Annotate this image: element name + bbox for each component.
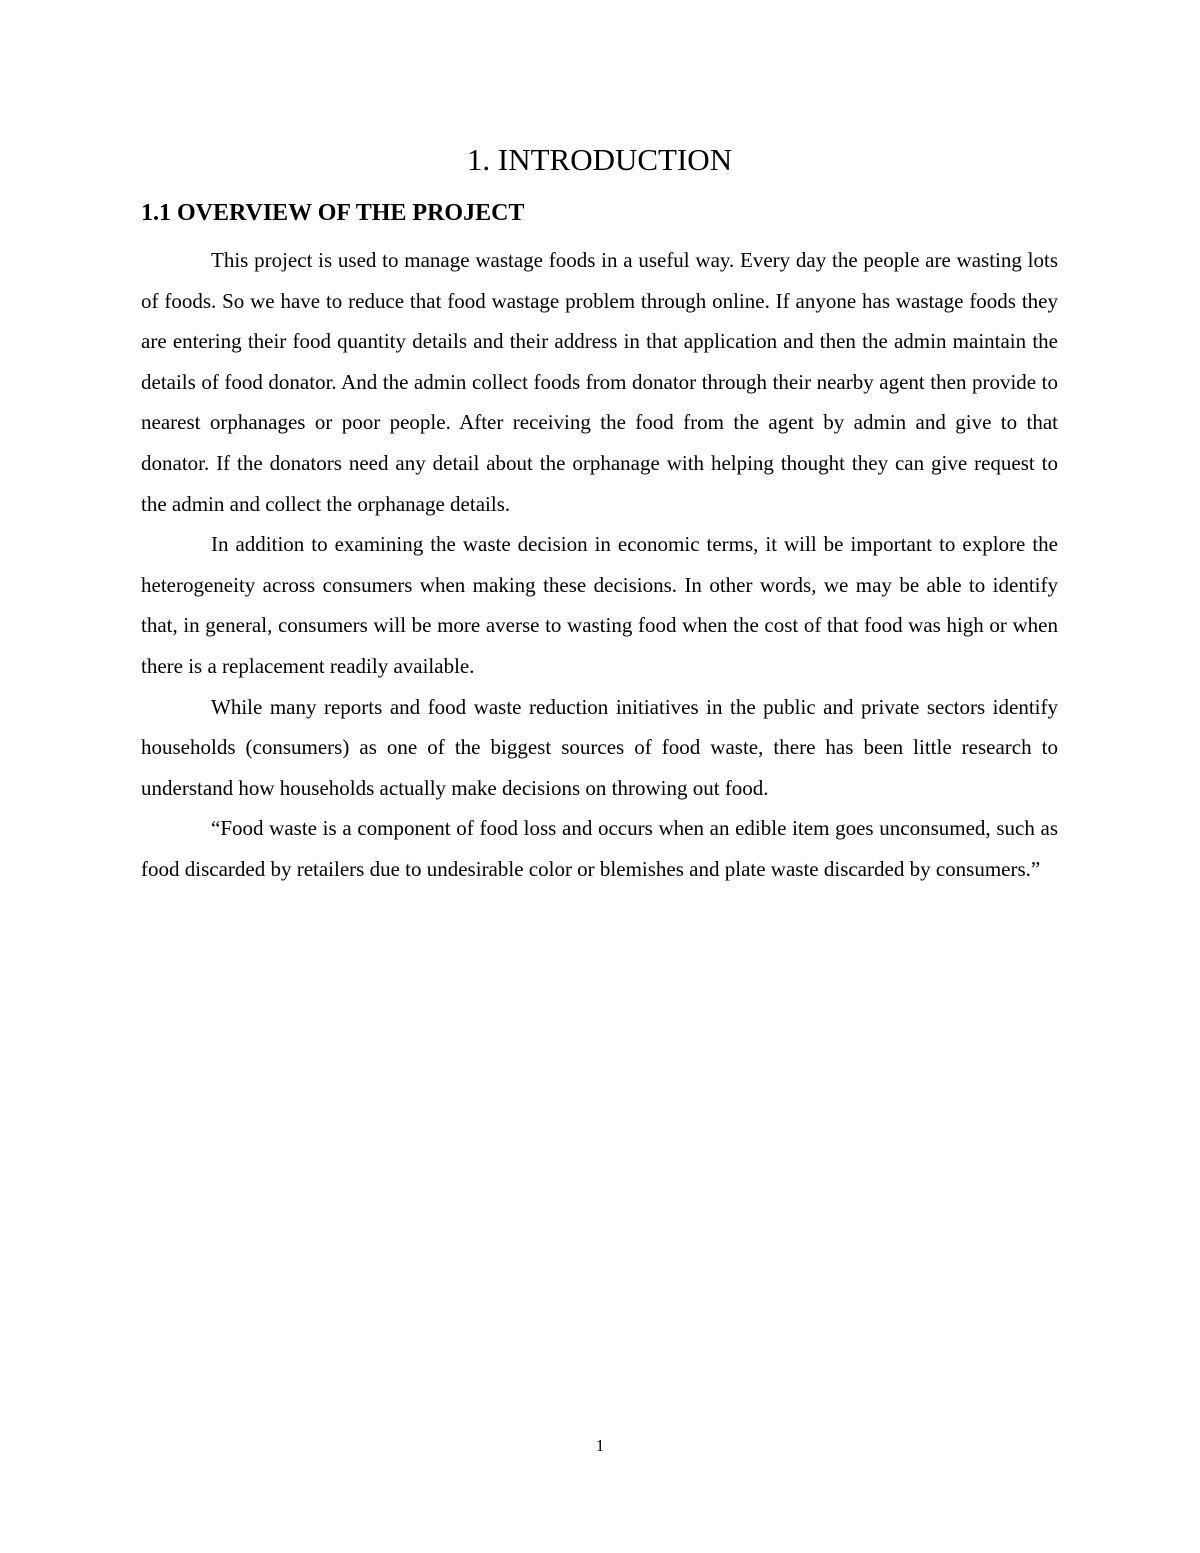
chapter-title: 1. INTRODUCTION xyxy=(466,142,733,177)
paragraph-households: While many reports and food waste reduction initiatives in the public and private sectors identify households (consumers) as one of the biggest sources of food waste, there has been little research to understand how households actually make decisions on throwing out food. xyxy=(141,694,1058,800)
page-content xyxy=(141,138,1058,890)
paragraph-heterogeneity: In addition to examining the waste decision in economic terms, it will be important to explore the heterogeneity across consumers when making these decisions. In other words, we may be able to identify that, in general, consumers will be more averse to wasting food when the cost of that food was high or when there is a replacement readily available. xyxy=(141,532,1058,678)
page-number: 1 xyxy=(595,1436,605,1455)
paragraph-overview: This project is used to manage wastage foods in a useful way. Every day the people are wasting lots of foods. So we have to reduce that food wastage problem through online. If anyone has wastage foods they are entering their food quantity details and their address in that application and then the admin maintain the details of food donator. And the admin collect foods from donator through their nearby agent then provide to nearest orphanages or poor people. After receiving the food from the agent by admin and give to that donator. If the donators need any detail about the orphanage with helping thought they can give request to the admin and collect the orphanage details. xyxy=(141,248,1058,516)
paragraph-definition-quote: “Food waste is a component of food loss and occurs when an edible item goes unconsumed, such as food discarded by retailers due to undesirable color or blemishes and plate waste discarded by consumers.” xyxy=(141,816,1058,881)
section-title: 1.1 OVERVIEW OF THE PROJECT xyxy=(141,200,525,226)
